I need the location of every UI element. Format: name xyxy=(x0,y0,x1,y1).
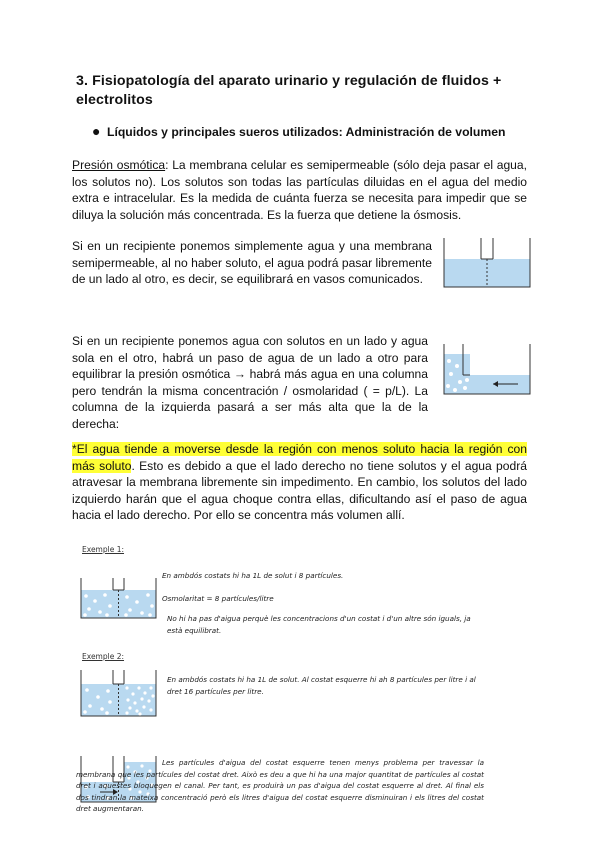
example1-label: Exemple 1: xyxy=(82,545,125,554)
paragraph-solutes: Si en un recipiente ponemos agua con solutos en un lado y agua sola en el otro, habrá un paso de agua de un lado a otro para equilibrar la presión osmótica → habrá más agua en una columna pero tendrán la misma concentración / osmolaridad ( = p/L). La columna de la izquierda pasará a ser más alta que la de la derecha: xyxy=(72,334,428,431)
diagram-solute-one-side xyxy=(443,344,533,396)
example2-label: Exemple 2: xyxy=(82,652,125,661)
paragraph-water-movement xyxy=(72,441,527,524)
bullet-heading: Líquidos y principales sueros utilizados: Administración de volumen xyxy=(107,125,506,139)
example2-diagram xyxy=(80,670,158,718)
osmotic-pressure-definition: : La membrana celular es semipermeable (sólo deja pasar el agua, los solutos no). Los solutos son todas las partículas diluidas en el agua del medio extra e intracelular. Es la medida de cuánta fuerza se necesita para impedir que se diluya la solución más concentrada. Es la fuerza que detiene la ósmosis. xyxy=(72,158,527,222)
bullet-dot: ● xyxy=(92,123,101,139)
example1-diagram xyxy=(80,578,158,620)
example3-text: Les partícules d'aigua del costat esquerre tenen menys problema per travessar la membrana que les partícules del costat dret. Això es deu a que hi ha una major quantitat de partícules al costat dret i aquestes bloquegen el canal. Per tant, es produirà un pas d'aigua del costat esquerre al dret. Al final els dos tindran la mateixa concentració però els litres d'aigua del costat esquerre disminuiran i els litres del costat dret augmentaran. xyxy=(76,758,484,813)
highlighted-statement: *El agua tiende a moverse desde la región con menos soluto hacia la región con más soluto xyxy=(72,442,527,473)
example2-text: En ambdós costats hi ha 1L de solut. Al costat esquerre hi ah 8 partícules per litre i al dret 16 partícules per litre. xyxy=(167,675,476,696)
paragraph-semipermeable-water: Si en un recipiente ponemos simplemente agua y una membrana semipermeable, al no haber soluto, el agua podrá pasar libremente de un lado al otro, es decir, se equilibrará en vasos comunicados. xyxy=(72,239,432,286)
diagram-equal-levels xyxy=(443,238,533,290)
paragraph-osmotic-pressure xyxy=(72,157,527,223)
section-heading: 3. Fisiopatología del aparato urinario y regulación de fluidos + electrolitos xyxy=(76,73,502,108)
example1-text-2: Osmolaritat = 8 partícules/litre xyxy=(162,594,274,603)
example1-text-1: En ambdós costats hi ha 1L de solut i 8 partícules. xyxy=(162,571,344,580)
term-osmotic-pressure: Presión osmótica xyxy=(72,158,166,172)
water-movement-explanation: . Esto es debido a que el lado derecho no tiene solutos y el agua podrá atravesar la membrana libremente sin impedimento. En cambio, los solutos del lado izquierdo harán que el agua choque contra ellas, dificultando así el paso de agua hacia el lado derecho. Por ello se concentra más volumen allí. xyxy=(72,458,527,522)
example1-text-3: No hi ha pas d'aigua perquè les concentracions d'un costat i d'un altre són iguals, ja està equilibrat. xyxy=(167,614,471,635)
